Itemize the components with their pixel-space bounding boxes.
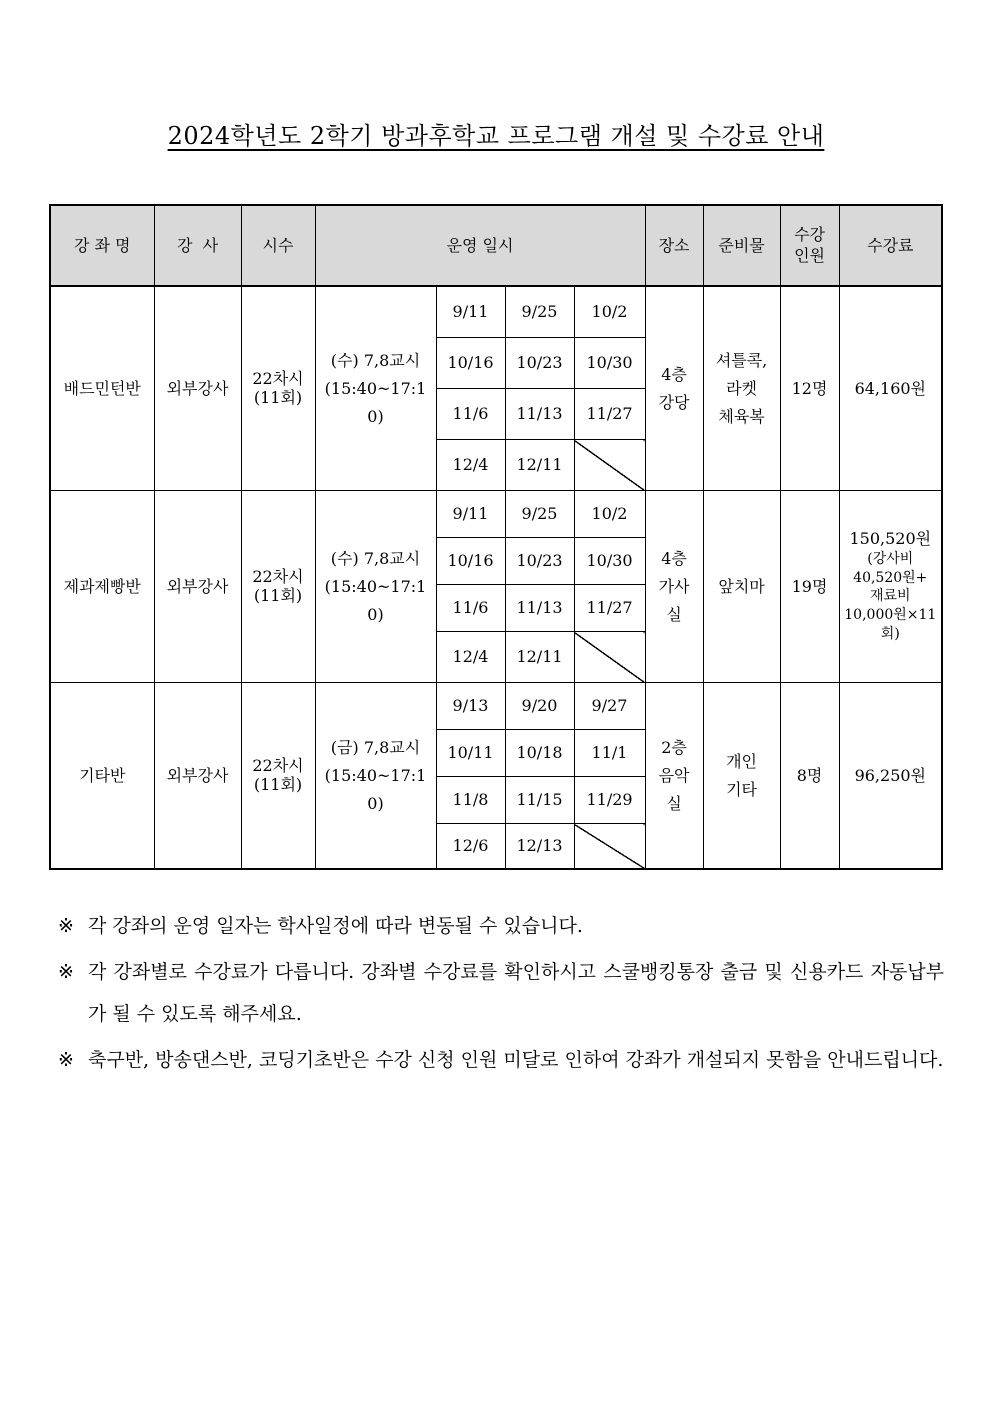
course-name: 기타반 bbox=[50, 683, 154, 870]
date-cell: 12/4 bbox=[436, 440, 505, 491]
empty-diagonal-cell bbox=[574, 824, 645, 870]
empty-diagonal-cell bbox=[574, 632, 645, 683]
course-table bbox=[49, 204, 943, 870]
course-hours: 22차시 (11회) bbox=[241, 286, 315, 491]
date-cell: 11/1 bbox=[574, 730, 645, 777]
course-fee: 64,160원 bbox=[839, 286, 942, 491]
reference-mark: ※ bbox=[58, 1049, 74, 1071]
date-cell: 11/29 bbox=[574, 777, 645, 824]
date-cell: 10/11 bbox=[436, 730, 505, 777]
date-cell: 10/18 bbox=[505, 730, 574, 777]
date-cell: 10/30 bbox=[574, 338, 645, 389]
header-course: 강 좌 명 bbox=[50, 205, 154, 286]
course-time: (수) 7,8교시 (15:40~17:1 0) bbox=[315, 286, 436, 491]
header-capacity: 수강 인원 bbox=[780, 205, 839, 286]
date-cell: 10/30 bbox=[574, 538, 645, 585]
note-text: 각 강좌의 운영 일자는 학사일정에 따라 변동될 수 있습니다. bbox=[88, 915, 583, 937]
course-supplies: 개인 기타 bbox=[703, 683, 780, 870]
header-instructor: 강 사 bbox=[154, 205, 241, 286]
date-cell: 12/4 bbox=[436, 632, 505, 683]
notes-section bbox=[58, 905, 944, 1081]
table-row bbox=[50, 491, 942, 538]
note-item bbox=[58, 1039, 944, 1081]
course-capacity: 12명 bbox=[780, 286, 839, 491]
course-name: 배드민턴반 bbox=[50, 286, 154, 491]
date-cell: 11/27 bbox=[574, 389, 645, 440]
note-text: 각 강좌별로 수강료가 다릅니다. 강좌별 수강료를 확인하시고 스쿨뱅킹통장 출금 및 신용카드 자동납부가 될 수 있도록 해주세요. bbox=[88, 961, 944, 1025]
course-name: 제과제빵반 bbox=[50, 491, 154, 683]
course-fee: 96,250원 bbox=[839, 683, 942, 870]
date-cell: 9/13 bbox=[436, 683, 505, 730]
date-cell: 9/25 bbox=[505, 286, 574, 338]
date-cell: 11/13 bbox=[505, 585, 574, 632]
course-supplies: 앞치마 bbox=[703, 491, 780, 683]
fee-main: 150,520원 bbox=[849, 528, 932, 548]
date-cell: 11/13 bbox=[505, 389, 574, 440]
course-instructor: 외부강사 bbox=[154, 286, 241, 491]
course-time: (수) 7,8교시 (15:40~17:1 0) bbox=[315, 491, 436, 683]
date-cell: 10/2 bbox=[574, 286, 645, 338]
course-instructor: 외부강사 bbox=[154, 683, 241, 870]
table-row bbox=[50, 683, 942, 730]
course-fee bbox=[839, 491, 942, 683]
note-item bbox=[58, 951, 944, 1035]
reference-mark: ※ bbox=[58, 915, 74, 937]
date-cell: 10/2 bbox=[574, 491, 645, 538]
course-hours: 22차시 (11회) bbox=[241, 683, 315, 870]
date-cell: 9/20 bbox=[505, 683, 574, 730]
date-cell: 11/6 bbox=[436, 389, 505, 440]
date-cell: 9/25 bbox=[505, 491, 574, 538]
course-place: 4층 강당 bbox=[645, 286, 703, 491]
date-cell: 10/16 bbox=[436, 538, 505, 585]
header-fee: 수강료 bbox=[839, 205, 942, 286]
fee-detail: (강사비 40,520원+ 재료비 10,000원×11 회) bbox=[844, 550, 937, 643]
date-cell: 9/27 bbox=[574, 683, 645, 730]
header-place: 장소 bbox=[645, 205, 703, 286]
course-capacity: 19명 bbox=[780, 491, 839, 683]
date-cell: 9/11 bbox=[436, 286, 505, 338]
empty-diagonal-cell bbox=[574, 440, 645, 491]
course-time: (금) 7,8교시 (15:40~17:1 0) bbox=[315, 683, 436, 870]
date-cell: 11/27 bbox=[574, 585, 645, 632]
date-cell: 11/15 bbox=[505, 777, 574, 824]
course-place: 4층 가사 실 bbox=[645, 491, 703, 683]
header-row bbox=[50, 205, 942, 286]
header-supplies: 준비물 bbox=[703, 205, 780, 286]
date-cell: 10/23 bbox=[505, 338, 574, 389]
table-row bbox=[50, 286, 942, 338]
course-supplies: 셔틀콕, 라켓 체육복 bbox=[703, 286, 780, 491]
date-cell: 11/8 bbox=[436, 777, 505, 824]
reference-mark: ※ bbox=[58, 961, 74, 983]
date-cell: 12/11 bbox=[505, 632, 574, 683]
date-cell: 10/16 bbox=[436, 338, 505, 389]
course-place: 2층 음악 실 bbox=[645, 683, 703, 870]
date-cell: 12/13 bbox=[505, 824, 574, 870]
course-instructor: 외부강사 bbox=[154, 491, 241, 683]
course-capacity: 8명 bbox=[780, 683, 839, 870]
header-hours: 시수 bbox=[241, 205, 315, 286]
date-cell: 10/23 bbox=[505, 538, 574, 585]
note-text: 축구반, 방송댄스반, 코딩기초반은 수강 신청 인원 미달로 인하여 강좌가 개설되지 못함을 안내드립니다. bbox=[88, 1049, 944, 1071]
course-hours: 22차시 (11회) bbox=[241, 491, 315, 683]
date-cell: 12/11 bbox=[505, 440, 574, 491]
date-cell: 11/6 bbox=[436, 585, 505, 632]
note-item bbox=[58, 905, 944, 947]
date-cell: 9/11 bbox=[436, 491, 505, 538]
date-cell: 12/6 bbox=[436, 824, 505, 870]
page-title: 2024학년도 2학기 방과후학교 프로그램 개설 및 수강료 안내 bbox=[167, 122, 825, 150]
header-schedule: 운영 일시 bbox=[315, 205, 645, 286]
